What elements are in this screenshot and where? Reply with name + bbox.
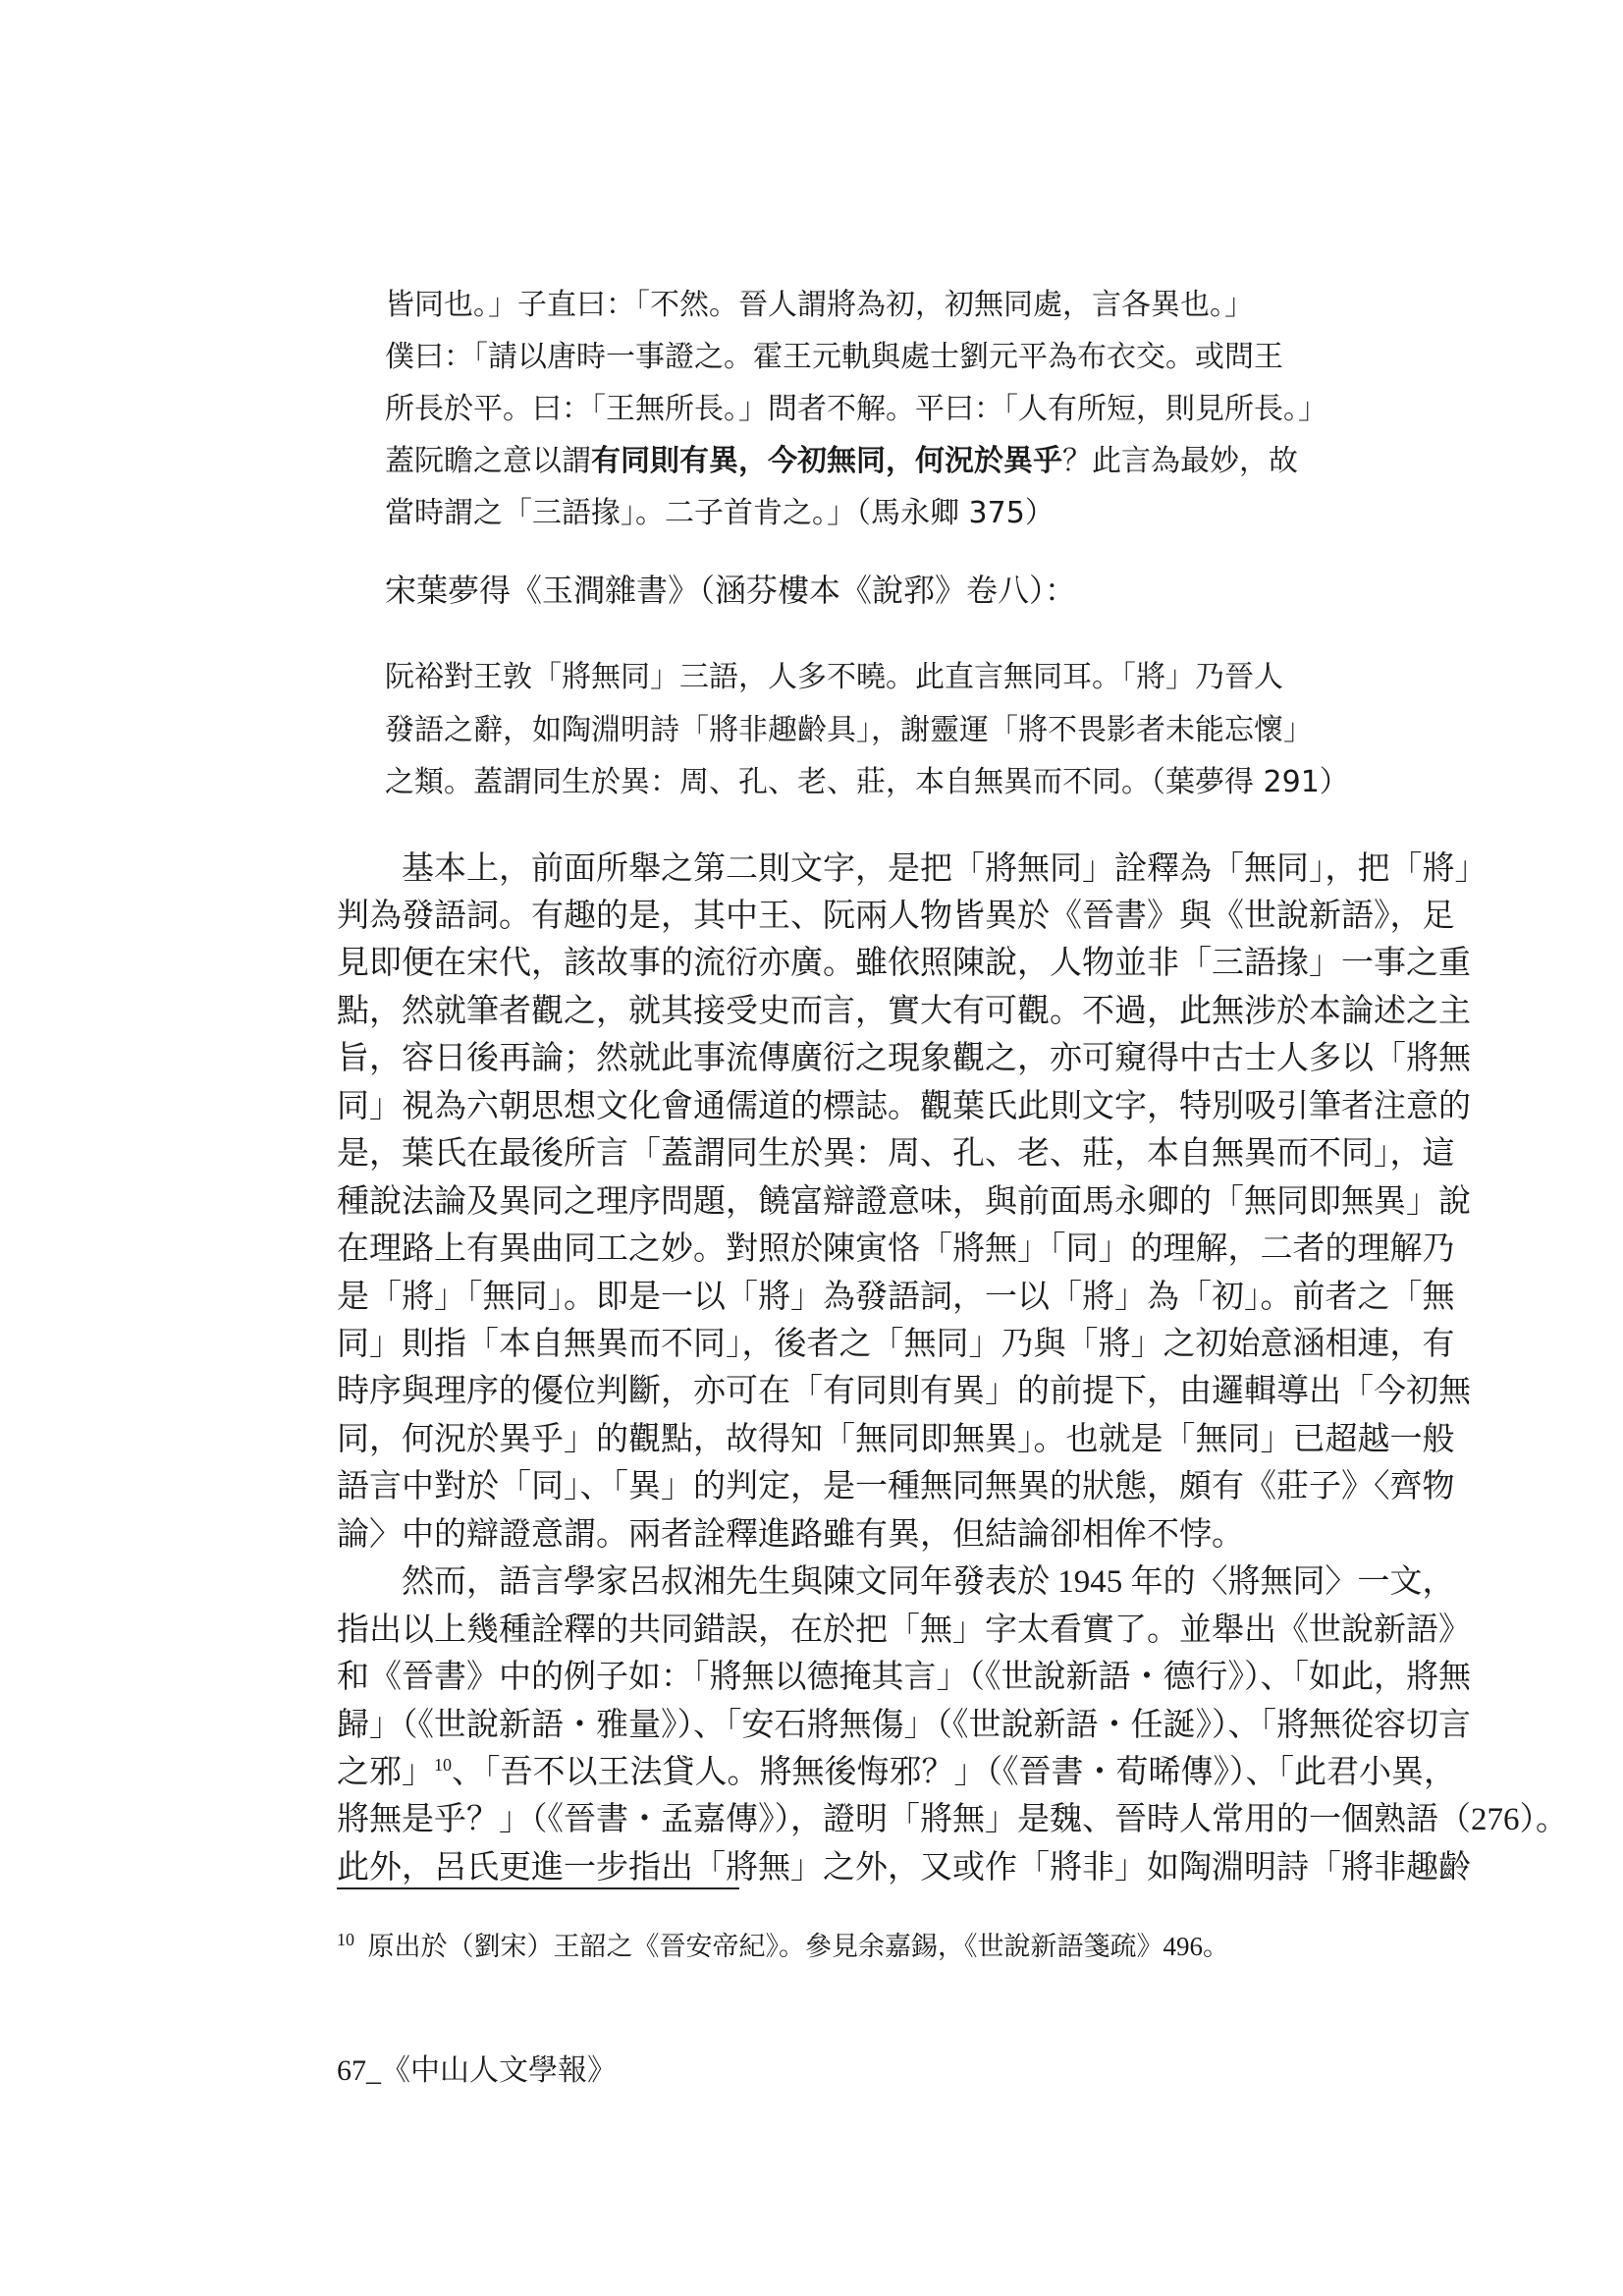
page-number: 67_ xyxy=(337,2054,381,2087)
footnote-ref[interactable]: 10 xyxy=(434,1755,452,1775)
body-line: 此外，呂氏更進一步指出「將無」之外，又或作「將非」如陶淵明詩「將非趣齡 xyxy=(337,1850,1471,1886)
quote1-line-4 xyxy=(385,436,1298,479)
body-line: 歸」（《世說新語・雅量》）、「安石將無傷」（《世說新語・任誕》）、「將無從容切言 xyxy=(337,1708,1471,1743)
journal-name: 《中山人文學報》 xyxy=(381,2054,617,2087)
body-line: 基本上，前面所舉之第二則文字，是把「將無同」詮釋為「無同」，把「將」 xyxy=(337,851,1488,887)
body-line: 在理路上有異曲同工之妙。對照於陳寅恪「將無」「同」的理解，二者的理解乃 xyxy=(337,1231,1455,1267)
quote1-line-4-pre: 蓋阮瞻之意以謂 xyxy=(385,444,591,478)
quote2-line-1: 阮裕對王敦「將無同」三語，人多不曉。此直言無同耳。「將」乃晉人 xyxy=(385,660,1283,694)
quote2-source-line: 宋葉夢得《玉澗雜書》（涵芬樓本《說郛》卷八）： xyxy=(385,573,1077,608)
body-line: 論〉中的辯證意謂。兩者詮釋進路雖有異，但結論卻相侔不悖。 xyxy=(337,1517,1244,1553)
body-line: 然而，語言學家呂叔湘先生與陳文同年發表於 1945 年的〈將無同〉一文， xyxy=(337,1564,1455,1600)
body-line: 是，葉氏在最後所言「蓋謂同生於異：周、孔、老、莊，本自無異而不同」，這 xyxy=(337,1136,1455,1172)
body-line: 同」則指「本自無異而不同」，後者之「無同」乃與「將」之初始意涵相連，有 xyxy=(337,1327,1455,1362)
footnote-number: 10 xyxy=(337,1930,354,1949)
footnote xyxy=(337,1925,1229,1963)
quote1-emphasis: 有同則有異，今初無同，何況於異乎 xyxy=(591,444,1062,478)
body-line: 是「將」「無同」。即是一以「將」為發語詞，一以「將」為「初」。前者之「無 xyxy=(337,1280,1455,1315)
body-line: 種說法論及異同之理序問題，饒富辯證意味，與前面馬永卿的「無同即無異」說 xyxy=(337,1184,1471,1220)
quote1-line-3: 所長於平。曰：「王無所長。」問者不解。平曰：「人有所短，則見所長。」 xyxy=(385,392,1327,426)
body-line-fn-pre: 之邪」 xyxy=(337,1755,434,1790)
body-line: 語言中對於「同」、「異」的判定，是一種無同無異的狀態，頗有《莊子》〈齊物 xyxy=(337,1469,1455,1504)
quote2-line-2: 發語之辭，如陶淵明詩「將非趣齡具」，謝靈運「將不畏影者未能忘懷」 xyxy=(385,713,1313,747)
body-line-with-footnote xyxy=(337,1746,1456,1792)
footnote-rule xyxy=(337,1887,739,1889)
quote1-line-5: 當時謂之「三語掾」。二子首肯之。」（馬永卿 375） xyxy=(385,496,1055,530)
body-line: 指出以上幾種詮釋的共同錯誤，在於把「無」字太看實了。並舉出《世說新語》 xyxy=(337,1613,1471,1648)
quote1-line-2: 僕曰：「請以唐時一事證之。霍王元軌與處士劉元平為布衣交。或問王 xyxy=(385,340,1283,374)
body-line: 同」視為六朝思想文化會通儒道的標誌。觀葉氏此則文字，特別吸引筆者注意的 xyxy=(337,1089,1471,1124)
body-line: 時序與理序的優位判斷，亦可在「有同則有異」的前提下，由邏輯導出「今初無 xyxy=(337,1374,1471,1409)
page-footer xyxy=(337,2046,617,2089)
body-line: 判為發語詞。有趣的是，其中王、阮兩人物皆異於《晉書》與《世說新語》，足 xyxy=(337,899,1455,934)
body-line: 旨，容日後再論；然就此事流傳廣衍之現象觀之，亦可窺得中古士人多以「將無 xyxy=(337,1041,1471,1076)
quote1-line-4-post: ？此言為最妙，故 xyxy=(1062,444,1298,478)
body-line: 同，何況於異乎」的觀點，故得知「無同即無異」。也就是「無同」已超越一般 xyxy=(337,1422,1455,1457)
footnote-text: 原出於（劉宋）王韶之《晉安帝紀》。參見余嘉錫，《世說新語箋疏》496。 xyxy=(367,1932,1229,1961)
body-line: 見即便在宋代，該故事的流衍亦廣。雖依照陳說，人物並非「三語掾」一事之重 xyxy=(337,946,1471,981)
body-line: 點，然就筆者觀之，就其接受史而言，實大有可觀。不過，此無涉於本論述之主 xyxy=(337,994,1471,1029)
body-line-fn-post: 、「吾不以王法貸人。將無後悔邪？」（《晉書・荀晞傳》）、「此君小異， xyxy=(452,1755,1456,1790)
body-line: 將無是乎？」（《晉書・孟嘉傳》），證明「將無」是魏、晉時人常用的一個熟語（276）。 xyxy=(337,1802,1568,1837)
body-line: 和《晉書》中的例子如：「將無以德掩其言」（《世說新語・德行》）、「如此，將無 xyxy=(337,1660,1471,1695)
quote2-line-3: 之類。蓋謂同生於異：周、孔、老、莊，本自無異而不同。（葉夢得 291） xyxy=(385,765,1349,799)
quote1-line-1: 皆同也。」子直曰：「不然。晉人謂將為初，初無同處，言各異也。」 xyxy=(385,288,1254,322)
